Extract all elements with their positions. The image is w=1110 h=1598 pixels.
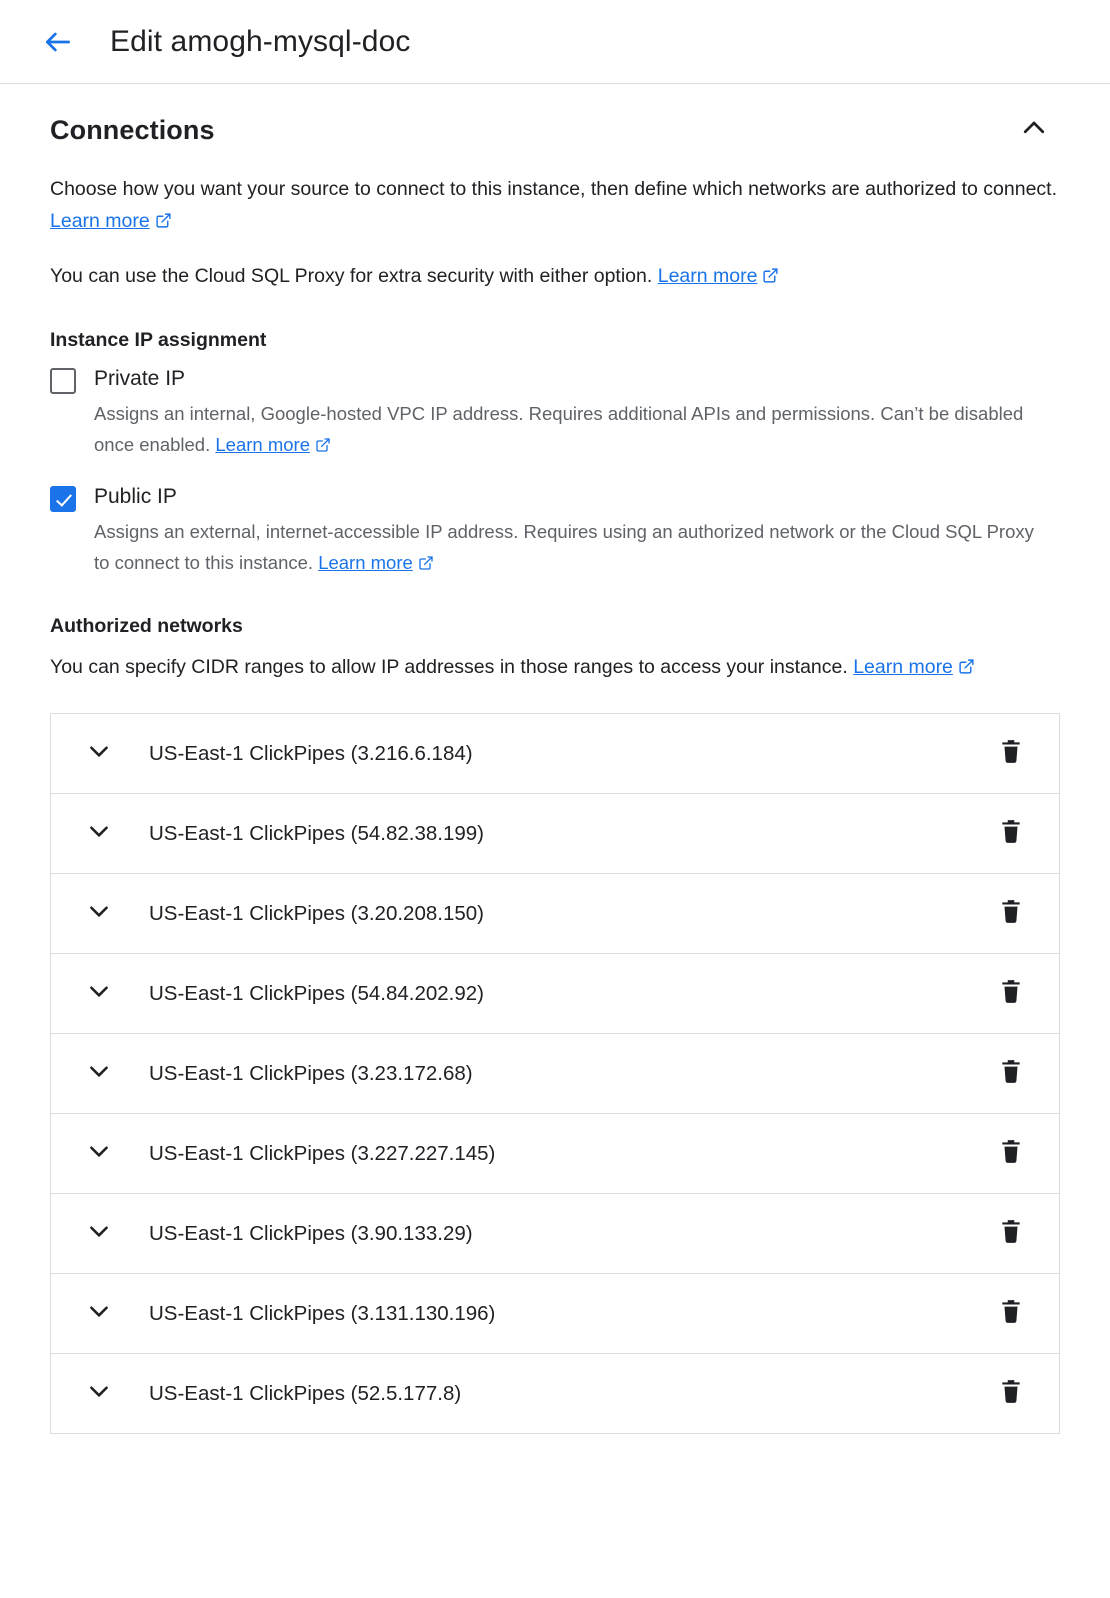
table-row (51, 714, 1059, 794)
delete-network-button[interactable] (991, 1214, 1031, 1254)
delete-network-button[interactable] (991, 894, 1031, 934)
authorized-networks-heading: Authorized networks (50, 614, 243, 637)
delete-network-button[interactable] (991, 1054, 1031, 1094)
expand-network-button[interactable] (81, 1136, 117, 1172)
delete-network-button[interactable] (991, 1134, 1031, 1174)
authorized-networks-description-text: You can specify CIDR ranges to allow IP addresses in those ranges to access your instance. (50, 655, 854, 678)
network-label: US-East-1 ClickPipes (3.227.227.145) (149, 1141, 496, 1165)
section-title: Connections (50, 114, 215, 145)
chevron-up-icon (1019, 113, 1049, 148)
trash-icon (998, 1218, 1024, 1249)
private-ip-description (94, 398, 1054, 462)
chevron-down-icon (86, 1218, 112, 1249)
external-link-icon (958, 654, 975, 686)
network-label: US-East-1 ClickPipes (3.90.133.29) (149, 1221, 473, 1245)
public-ip-option[interactable] (50, 484, 1070, 580)
learn-more-link-2[interactable]: Learn more (657, 265, 758, 288)
table-row (51, 1274, 1059, 1354)
public-ip-texts (94, 484, 1054, 580)
expand-network-button[interactable] (81, 976, 117, 1012)
private-ip-option[interactable] (50, 366, 1070, 462)
table-row (51, 874, 1059, 954)
network-label: US-East-1 ClickPipes (54.82.38.199) (149, 821, 484, 845)
public-ip-checkbox[interactable] (50, 486, 76, 512)
table-row (51, 954, 1059, 1034)
learn-more-link-1[interactable]: Learn more (50, 209, 150, 232)
chevron-down-icon (86, 738, 112, 769)
network-label: US-East-1 ClickPipes (3.131.130.196) (149, 1301, 496, 1325)
expand-network-button[interactable] (81, 1056, 117, 1092)
table-row (51, 1114, 1059, 1194)
public-ip-description (94, 516, 1054, 580)
trash-icon (998, 1378, 1024, 1409)
back-button[interactable] (36, 20, 80, 64)
private-ip-learn-more-link[interactable]: Learn more (215, 434, 310, 456)
table-row (51, 1034, 1059, 1114)
chevron-down-icon (86, 898, 112, 929)
external-link-icon (155, 208, 172, 240)
private-ip-description-text: Assigns an internal, Google-hosted VPC IP address. Requires additional APIs and permissions. Can’t be disabled once enabled. (94, 402, 1024, 456)
delete-network-button[interactable] (991, 1374, 1031, 1414)
external-link-icon (762, 263, 779, 295)
public-ip-learn-more-link[interactable]: Learn more (318, 552, 413, 574)
page-title: Edit amogh-mysql-doc (110, 24, 411, 58)
private-ip-texts (94, 366, 1054, 462)
expand-network-button[interactable] (81, 896, 117, 932)
network-label: US-East-1 ClickPipes (3.216.6.184) (149, 741, 473, 765)
public-ip-label: Public IP (94, 485, 177, 509)
trash-icon (998, 1298, 1024, 1329)
chevron-down-icon (86, 1378, 112, 1409)
expand-network-button[interactable] (81, 1376, 117, 1412)
intro-1-text: Choose how you want your source to connect to this instance, then define which networks are authorized to connect. (50, 178, 1058, 200)
chevron-down-icon (86, 1058, 112, 1089)
instance-ip-assignment-heading: Instance IP assignment (50, 328, 267, 351)
collapse-section-button[interactable] (1014, 110, 1054, 150)
arrow-left-icon (42, 26, 74, 58)
delete-network-button[interactable] (991, 814, 1031, 854)
chevron-down-icon (86, 1138, 112, 1169)
network-label: US-East-1 ClickPipes (3.20.208.150) (149, 901, 484, 925)
table-row (51, 1354, 1059, 1434)
expand-network-button[interactable] (81, 1296, 117, 1332)
delete-network-button[interactable] (991, 734, 1031, 774)
expand-network-button[interactable] (81, 1216, 117, 1252)
chevron-down-icon (86, 978, 112, 1009)
trash-icon (998, 1058, 1024, 1089)
chevron-down-icon (86, 818, 112, 849)
private-ip-checkbox[interactable] (50, 368, 76, 394)
private-ip-label: Private IP (94, 366, 186, 390)
connections-section (0, 84, 1110, 1434)
external-link-icon (315, 431, 331, 462)
authorized-networks-list (50, 713, 1060, 1434)
authorized-networks-description (50, 652, 1060, 686)
table-row (51, 794, 1059, 874)
authorized-networks-learn-more-link[interactable]: Learn more (853, 655, 953, 678)
expand-network-button[interactable] (81, 736, 117, 772)
trash-icon (998, 818, 1024, 849)
network-label: US-East-1 ClickPipes (54.84.202.92) (149, 981, 484, 1005)
trash-icon (998, 1138, 1024, 1169)
expand-network-button[interactable] (81, 816, 117, 852)
network-label: US-East-1 ClickPipes (3.23.172.68) (149, 1061, 473, 1085)
trash-icon (998, 898, 1024, 929)
external-link-icon (418, 549, 434, 580)
page-header (0, 0, 1110, 84)
delete-network-button[interactable] (991, 1294, 1031, 1334)
section-header (50, 84, 1070, 150)
trash-icon (998, 738, 1024, 769)
trash-icon (998, 978, 1024, 1009)
network-label: US-East-1 ClickPipes (52.5.177.8) (149, 1381, 462, 1405)
connections-intro-2 (50, 261, 1060, 295)
chevron-down-icon (86, 1298, 112, 1329)
public-ip-description-text: Assigns an external, internet-accessible IP address. Requires using an authorized network or the Cloud SQL Proxy to connect to this instance. (94, 521, 1034, 574)
table-row (51, 1194, 1059, 1274)
delete-network-button[interactable] (991, 974, 1031, 1014)
intro-2-text: You can use the Cloud SQL Proxy for extra security with either option. (50, 265, 658, 288)
connections-intro-1 (50, 174, 1060, 239)
